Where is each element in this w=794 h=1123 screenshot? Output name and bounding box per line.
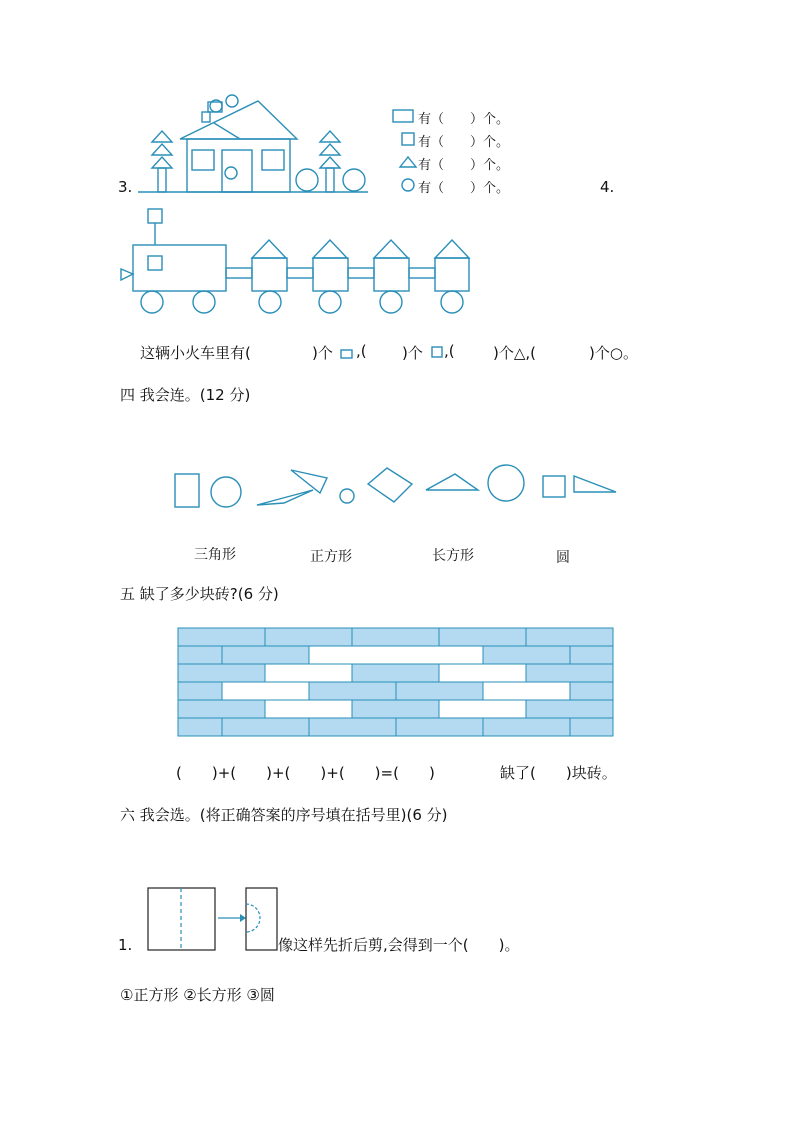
question-6-1-number: 1.	[118, 936, 133, 954]
train-sentence-part-3: )个	[402, 344, 423, 362]
legend-circle-count: 有（ ）个。	[418, 181, 510, 196]
left-tree	[152, 131, 172, 192]
train-sentence-part-2: ,(	[356, 342, 367, 360]
inline-square-icon	[432, 347, 442, 357]
train-sentence-part-6: )个○。	[589, 344, 638, 362]
question-6-1-options: ①正方形 ②长方形 ③圆	[120, 986, 275, 1004]
house	[180, 95, 297, 192]
label-rectangle: 长方形	[432, 548, 474, 564]
train-sentence-part-5: )个△,(	[493, 344, 537, 362]
house-scene-figure	[138, 95, 368, 192]
section-4-title: 四 我会连。(12 分)	[120, 386, 251, 404]
circle-icon	[402, 179, 414, 191]
section-6-title: 六 我会选。(将正确答案的序号填在括号里)(6 分)	[120, 806, 448, 824]
question-4-number: 4.	[600, 178, 615, 196]
section-5-title: 五 缺了多少块砖?(6 分)	[120, 585, 279, 603]
ball-2	[343, 169, 365, 191]
square-icon	[402, 133, 414, 145]
label-square: 正方形	[310, 549, 352, 565]
legend-triangle-count: 有（ ）个。	[418, 158, 510, 173]
legend-rectangle-count: 有（ ）个。	[418, 112, 510, 127]
brick-wall	[178, 628, 613, 736]
train-sentence-part-1: )个	[312, 344, 333, 362]
legend-square-count: 有（ ）个。	[418, 135, 510, 150]
matching-shapes	[175, 465, 616, 507]
brick-equation: ( )+( )+( )+( )=( )	[176, 764, 435, 782]
inline-rectangle-icon	[341, 350, 352, 358]
question-3-number: 3.	[118, 178, 133, 196]
right-tree	[320, 131, 340, 192]
triangle-icon	[400, 157, 416, 167]
missing-bricks-answer: 缺了( )块砖。	[500, 764, 617, 782]
question-6-1-text: 像这样先折后剪,会得到一个( )。	[278, 936, 520, 954]
label-circle: 圆	[556, 550, 570, 566]
fold-cut-figure	[148, 888, 277, 950]
train-sentence-prefix: 这辆小火车里有(	[140, 344, 251, 362]
train-sentence-part-4: ,(	[444, 342, 455, 360]
train-figure	[121, 209, 469, 313]
label-triangle: 三角形	[194, 547, 236, 563]
rectangle-icon	[393, 110, 413, 122]
ball-1	[296, 169, 318, 191]
